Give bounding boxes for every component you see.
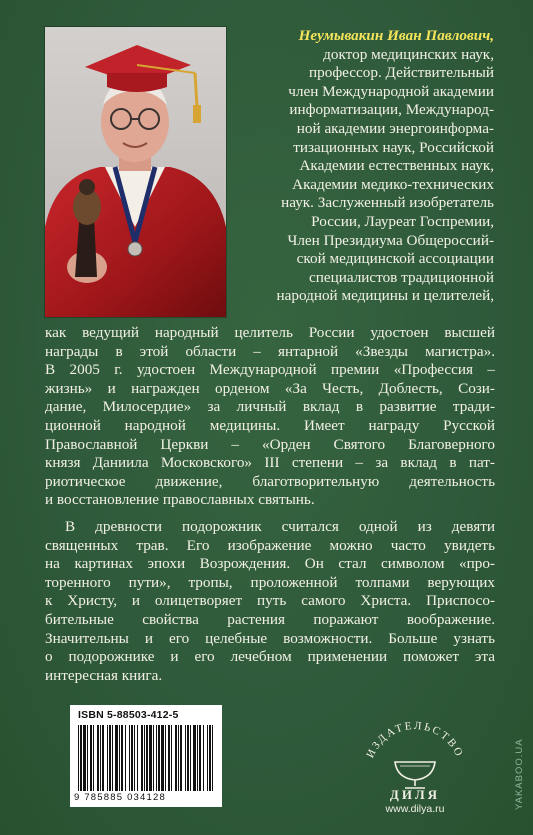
bio-line: жизнь» и награжден орденом «За Честь, Доблесть, Сози- bbox=[45, 379, 495, 397]
description-line: Значительны и его целебные возможности. Больше узнать bbox=[45, 629, 495, 647]
barcode-bar bbox=[131, 725, 133, 791]
description-line: о подорожнике и его лечебном применении поможет эта bbox=[45, 648, 495, 666]
barcode-bars bbox=[78, 725, 214, 791]
barcode-bar bbox=[87, 725, 88, 791]
barcode-bar bbox=[83, 725, 86, 791]
bio-line: Академии естественных наук, bbox=[299, 157, 494, 175]
barcode-digits: 9 785885 034128 bbox=[74, 792, 166, 803]
barcode-bar bbox=[171, 725, 172, 791]
barcode-bar bbox=[209, 725, 211, 791]
barcode-bar bbox=[190, 725, 191, 791]
barcode-bar bbox=[129, 725, 130, 791]
bio-line: Православной Церкви – «Орден Святого Благоверного bbox=[45, 435, 495, 453]
description-line: бительные свойства растения поражают воображение. bbox=[45, 610, 495, 628]
barcode-bar bbox=[165, 725, 166, 791]
bio-line: доктор медицинских наук, bbox=[323, 45, 494, 63]
barcode-bar bbox=[144, 725, 145, 791]
barcode-bar bbox=[180, 725, 182, 791]
barcode-bar bbox=[141, 725, 143, 791]
barcode-bar bbox=[175, 725, 177, 791]
bio-line: информатизации, Международ- bbox=[289, 101, 494, 119]
description-line: торенного пути», тропы, проложенной толпами верующих bbox=[45, 573, 495, 591]
barcode-bar bbox=[153, 725, 154, 791]
publisher-website: www.dilya.ru bbox=[385, 803, 445, 815]
barcode-bar bbox=[102, 725, 104, 791]
bio-line: Академии медико-технических bbox=[292, 175, 494, 193]
author-photo bbox=[45, 27, 226, 317]
barcode-bar bbox=[149, 725, 152, 791]
author-bio-intro bbox=[232, 27, 494, 306]
barcode-bar bbox=[137, 725, 138, 791]
bio-line: России, Лауреат Госпремии, bbox=[311, 212, 494, 230]
barcode-bar bbox=[203, 725, 204, 791]
barcode-bar bbox=[197, 725, 198, 791]
barcode-bar bbox=[125, 725, 126, 791]
publisher-name: ДИЛЯ bbox=[389, 787, 441, 802]
barcode-bar bbox=[161, 725, 164, 791]
description-line: на картинах эпохи Возрождения. Он стал символом «про- bbox=[45, 555, 495, 573]
bio-line: народной медицины и целителей, bbox=[276, 287, 494, 305]
barcode-bar bbox=[178, 725, 179, 791]
bio-line: награды в этой области – янтарной «Звезды магистра». bbox=[45, 342, 495, 360]
description-line: священных трав. Его изображение можно часто увидеть bbox=[45, 536, 495, 554]
description-line: В древности подорожник считался одной из девяти bbox=[65, 518, 495, 535]
bio-line: риотическое движение, благотворительную деятельность bbox=[45, 472, 495, 490]
bio-line: ной академии энергоинформа- bbox=[296, 119, 494, 137]
barcode-bar bbox=[107, 725, 108, 791]
publisher-arc-text: ИЗДАТЕЛЬСТВО bbox=[364, 719, 466, 760]
barcode-bar bbox=[80, 725, 82, 791]
barcode-bar bbox=[109, 725, 111, 791]
bio-line: специалистов традиционной bbox=[308, 268, 494, 286]
bio-line: член Международной академии bbox=[288, 82, 494, 100]
author-bio-continued bbox=[45, 324, 495, 510]
bio-line: ской медицинской ассоциации bbox=[296, 250, 494, 268]
barcode-bar bbox=[78, 725, 79, 791]
bio-line: Член Президиума Общероссий- bbox=[287, 231, 494, 249]
barcode-bar bbox=[112, 725, 113, 791]
barcode-bar bbox=[93, 725, 94, 791]
bio-line: дание, Милосердие» за личный вклад в развитие тради- bbox=[45, 398, 495, 416]
description-line: интересная книга. bbox=[45, 666, 163, 684]
barcode-bar bbox=[168, 725, 170, 791]
barcode-bar bbox=[100, 725, 101, 791]
watermark-text: YAKABOO.UA bbox=[514, 738, 525, 810]
barcode-bar bbox=[158, 725, 160, 791]
barcode-bar bbox=[212, 725, 213, 791]
bio-line: В 2005 г. удостоен Международной премии «Профессия – bbox=[45, 361, 495, 379]
bio-line: князя Даниила Московского» III степени – за вклад в пат- bbox=[45, 454, 495, 472]
bio-line: как ведущий народный целитель России удостоен высшей bbox=[45, 324, 495, 341]
bio-line: профессор. Действительный bbox=[309, 64, 494, 82]
bio-line: и восстановление православных святынь. bbox=[45, 491, 315, 509]
barcode-bar bbox=[121, 725, 123, 791]
barcode-bar bbox=[90, 725, 92, 791]
bio-line: тизационных наук, Российской bbox=[293, 138, 494, 156]
barcode-bar bbox=[193, 725, 196, 791]
author-name: Неумывакин Иван Павлович, bbox=[298, 27, 494, 44]
description-line: к Христу, и олицетворяет путь самого Христа. Приспосо- bbox=[45, 592, 495, 610]
barcode-bar bbox=[199, 725, 201, 791]
barcode-bar bbox=[119, 725, 120, 791]
barcode-bar bbox=[97, 725, 99, 791]
barcode-bar bbox=[146, 725, 148, 791]
isbn-barcode bbox=[70, 705, 222, 807]
bio-line: ционной народной медицины. Имеет награду Русской bbox=[45, 416, 495, 434]
barcode-bar bbox=[187, 725, 189, 791]
book-description bbox=[45, 518, 495, 685]
bio-line: наук. Заслуженный изобретатель bbox=[281, 194, 494, 212]
barcode-bar bbox=[156, 725, 157, 791]
barcode-bar bbox=[115, 725, 118, 791]
barcode-bar bbox=[134, 725, 135, 791]
barcode-bar bbox=[185, 725, 186, 791]
barcode-bar bbox=[207, 725, 208, 791]
isbn-label: ISBN 5-88503-412-5 bbox=[78, 709, 179, 721]
author-portrait-image bbox=[45, 27, 226, 317]
